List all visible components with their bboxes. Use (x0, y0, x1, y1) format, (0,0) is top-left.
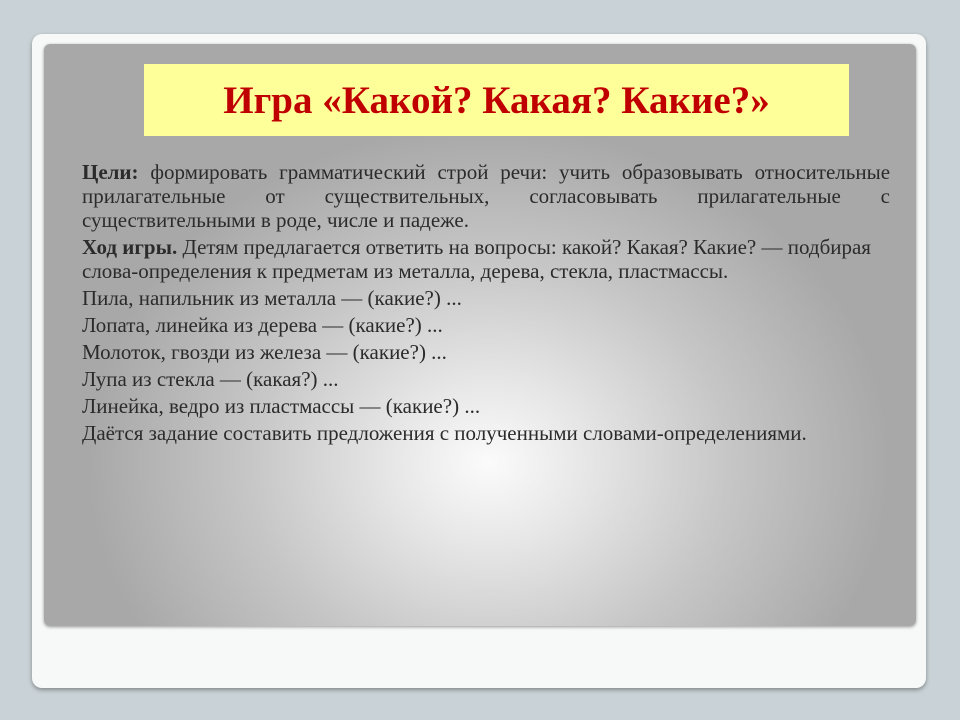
procedure-label: Ход игры. (82, 235, 178, 259)
procedure-paragraph (82, 235, 890, 283)
example-item: Лупа из стекла — (какая?) ... (82, 367, 339, 391)
example-item: Лопата, линейка из дерева — (какие?) ... (82, 313, 443, 337)
goals-text: формировать грамматический строй речи: учить образовывать относительные прилагательные от существительных, согласовывать прилагательные с существительными в роде, числе и падеже. (82, 160, 891, 232)
procedure-text: Детям предлагается ответить на вопросы: какой? Какая? Какие? — подбирая слова-определения к предметам из металла, дерева, стекла, пластмассы. (82, 235, 871, 283)
slide-content (82, 160, 890, 448)
task-paragraph: Даётся задание составить предложения с полученными словами-определениями. (82, 421, 807, 445)
example-item: Линейка, ведро из пластмассы — (какие?) ... (82, 394, 481, 418)
example-item: Пила, напильник из металла — (какие?) ... (82, 286, 462, 310)
goals-paragraph (82, 160, 890, 232)
goals-label: Цели: (82, 160, 139, 184)
example-item: Молоток, гвозди из железа — (какие?) ... (82, 340, 447, 364)
slide-title: Игра «Какой? Какая? Какие?» (223, 78, 770, 122)
title-box (144, 64, 849, 136)
